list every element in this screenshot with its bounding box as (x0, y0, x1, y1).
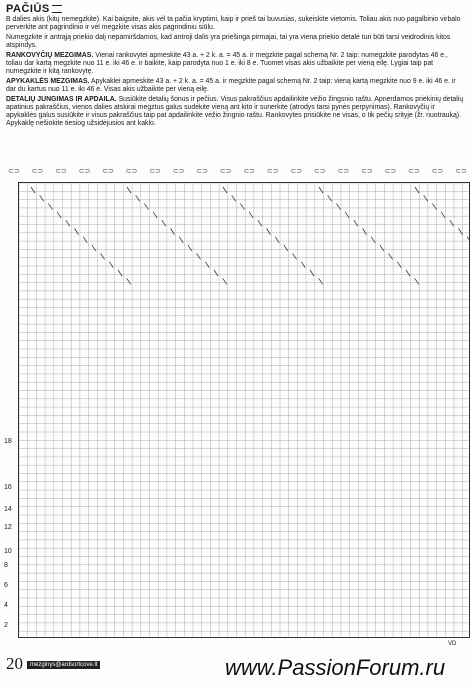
row-number: 18 (4, 438, 12, 445)
row-number: 6 (4, 582, 8, 589)
magazine-logo: PAČIŪS (6, 3, 62, 15)
instructions-text (6, 16, 466, 130)
row-numbers (4, 182, 18, 638)
watermark: www.PassionForum.ru (225, 655, 446, 680)
footer-url: mezginys@ardsortcove.lt (27, 661, 100, 669)
row-number: 8 (4, 562, 8, 569)
row-number: 4 (4, 602, 8, 609)
knitting-chart-grid (19, 183, 470, 638)
logo-lines-icon (52, 5, 62, 13)
row-number: 16 (4, 484, 12, 491)
page-footer (6, 654, 100, 674)
row-number: 14 (4, 506, 12, 513)
row-number: 12 (4, 524, 12, 531)
paragraph-sleeves: RANKOVYČIŲ MEZGIMAS. Vienai rankovytei apmeskite 43 a. + 2 k. a. = 45 a. ir megzkite pagal schemą Nr. 2 taip: numegzkite parodytas 46 e., toliau dar kartą megzkite nuo 11 e. iki 46 e. ir baikite, kaip parodyta nuo 1 e. iki 8 e. Tuomet visas akis užbaikite per vieną eilę. Lygiai taip pat numegzkite ir kitą rankovytę. (6, 51, 448, 76)
page-number: 20 (6, 654, 23, 673)
decorative-separator: ⊂⊃ ⊂⊃ ⊂⊃ ⊂⊃ ⊂⊃ ⊂⊃ ⊂⊃ ⊂⊃ ⊂⊃ ⊂⊃ ⊂⊃ ⊂⊃ ⊂⊃ ⊂⊃ ⊂⊃ ⊂⊃ ⊂⊃ ⊂⊃ ⊂⊃ ⊂⊃ (8, 168, 467, 175)
row-number: 2 (4, 622, 8, 629)
row-number: 10 (4, 548, 12, 555)
paragraph-finishing: DETALIŲ JUNGIMAS IR APDAILA. Susiūkite detalių šonus ir pečius. Visus pakraščius apdailinkite vėžio žingsnio raštu. Apnerdamos priekinių detalių apatinius pakraščius, vienos dalies atskirai megztus galus sudėkite vieną ant kito ir sunerkite (atrodys tarsi pynės perpynimas). Rankovyčių ir apykaklės galus susiūkite ir visus pakraščius taip pat apdailinkite vėžio žingnio raštu. Rankovytes prisiūkite ne visas, o tik pečių srityje (žr. nuotrauką). Apykaklę nešiokite tiesiog užsidėjusios ant kaklo. (6, 95, 464, 128)
paragraph-collar: APYKAKLĖS MEZGIMAS. Apykaklei apmeskite 43 a. + 2 k. a. = 45 a. ir megzkite pagal schemą Nr. 2 taip: vieną kartą megzkite nuo 9 e. iki 46 e. ir dar du kartus nuo 11 e. iki 46 e. Visas akis užbaikite per vieną eilę. (6, 77, 456, 94)
paragraph-1: B dalies akis (kitų nemegzkite). Kai baigsite, akis vėl ta pačia kryptimi, kaip ir prieš tai buvusias, sukeiskite vietomis. Toliau akis nuo pagalbinio virbalo perverkite ant pagrindinio ir vėl megzkite visas akis pagrindiniu siūlu. (6, 16, 461, 32)
designer-signature: VD (448, 641, 457, 647)
knitting-chart (18, 182, 470, 638)
paragraph-2: Numegzkite ir antrąją priekio dalį nepamiršdamos, kad antroji dalis yra priešinga pirmajai, tai yra viena priekio detalė turi būti tarsi veidrodinis kitos atspindys. (6, 33, 451, 50)
